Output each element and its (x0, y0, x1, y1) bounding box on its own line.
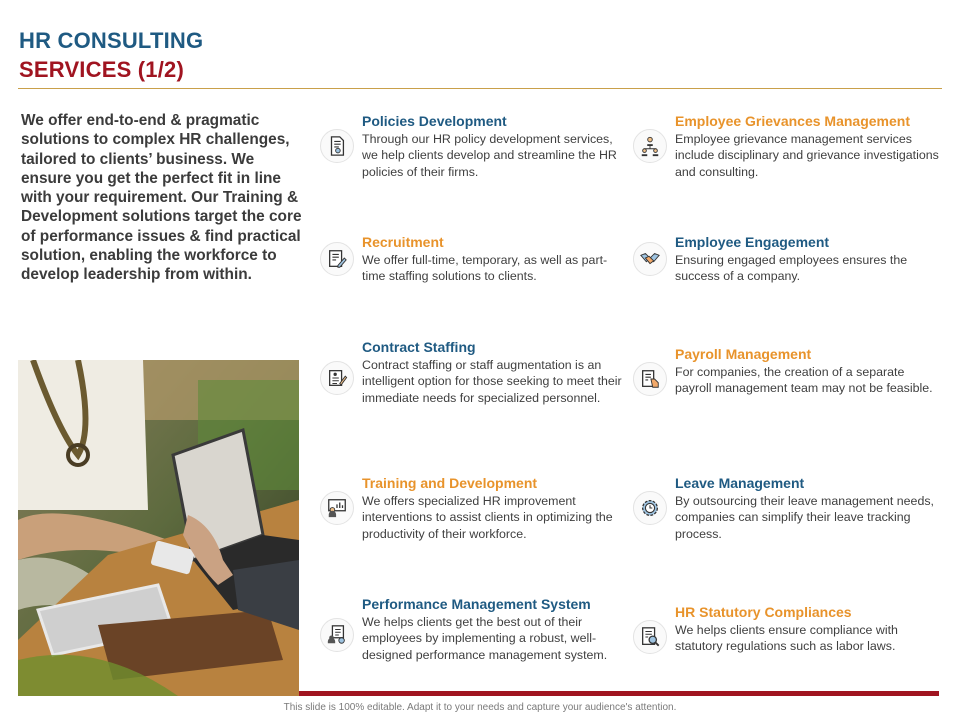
gear-clock-icon (633, 491, 667, 525)
presentation-board-icon (320, 491, 354, 525)
service-description: We offer full-time, temporary, as well as part-time staffing solutions to clients. (362, 253, 608, 284)
service-description: We helps clients ensure compliance with statutory regulations such as labor laws. (675, 623, 898, 654)
service-title: Training and Development (362, 475, 538, 491)
bottom-accent-bar (299, 691, 939, 696)
service-description: Contract staffing or staff augmentation is an intelligent option for those seeking to meet their immediate needs for specialized personnel. (362, 358, 622, 405)
service-description: Through our HR policy development services, we help clients develop and streamline the HR policies of their firms. (362, 132, 617, 179)
payroll-document-hand-icon (633, 362, 667, 396)
contract-sign-icon (320, 361, 354, 395)
slide-title (19, 26, 203, 84)
service-title: Contract Staffing (362, 339, 476, 355)
service-title: Employee Engagement (675, 234, 830, 250)
service-title: HR Statutory Compliances (675, 604, 852, 620)
intro-paragraph: We offer end-to-end & pragmatic solutions to complex HR challenges, tailored to clients’ business. We ensure you get the perfect fit in line with your requirement. Our Training & Development solutions target the core of performance issues & find practical solution, enabling the workforce to develop leadership from within. (21, 112, 302, 284)
footer-note: This slide is 100% editable. Adapt it to your needs and capture your audience's attention. (283, 702, 677, 713)
performance-report-icon (320, 618, 354, 652)
photo-illustration (18, 360, 299, 696)
handshake-icon (633, 242, 667, 276)
org-chart-people-icon (633, 129, 667, 163)
title-line-1: HR CONSULTING (19, 28, 204, 53)
office-photo (18, 360, 299, 696)
service-title: Payroll Management (675, 346, 812, 362)
form-pen-icon (320, 242, 354, 276)
service-description: By outsourcing their leave management needs, companies can simplify their leave tracking process. (675, 494, 934, 541)
document-magnifier-icon (633, 620, 667, 654)
policy-document-icon (320, 129, 354, 163)
service-description: We helps clients get the best out of their employees by implementing a robust, well-designed performance management system. (362, 615, 608, 662)
service-title: Leave Management (675, 475, 805, 491)
service-title: Performance Management System (362, 596, 591, 612)
service-description: For companies, the creation of a separate payroll management team may not be feasible. (675, 365, 933, 396)
service-description: We offers specialized HR improvement interventions to assist clients in optimizing the productivity of their workforce. (362, 494, 613, 541)
service-description: Employee grievance management services include disciplinary and grievance investigations and consulting. (675, 132, 939, 179)
service-title: Policies Development (362, 113, 507, 129)
service-title: Recruitment (362, 234, 444, 250)
title-line-2: SERVICES (1/2) (19, 57, 185, 82)
service-title: Employee Grievances Management (675, 113, 910, 129)
title-divider (18, 88, 942, 89)
service-description: Ensuring engaged employees ensures the success of a company. (675, 253, 908, 284)
